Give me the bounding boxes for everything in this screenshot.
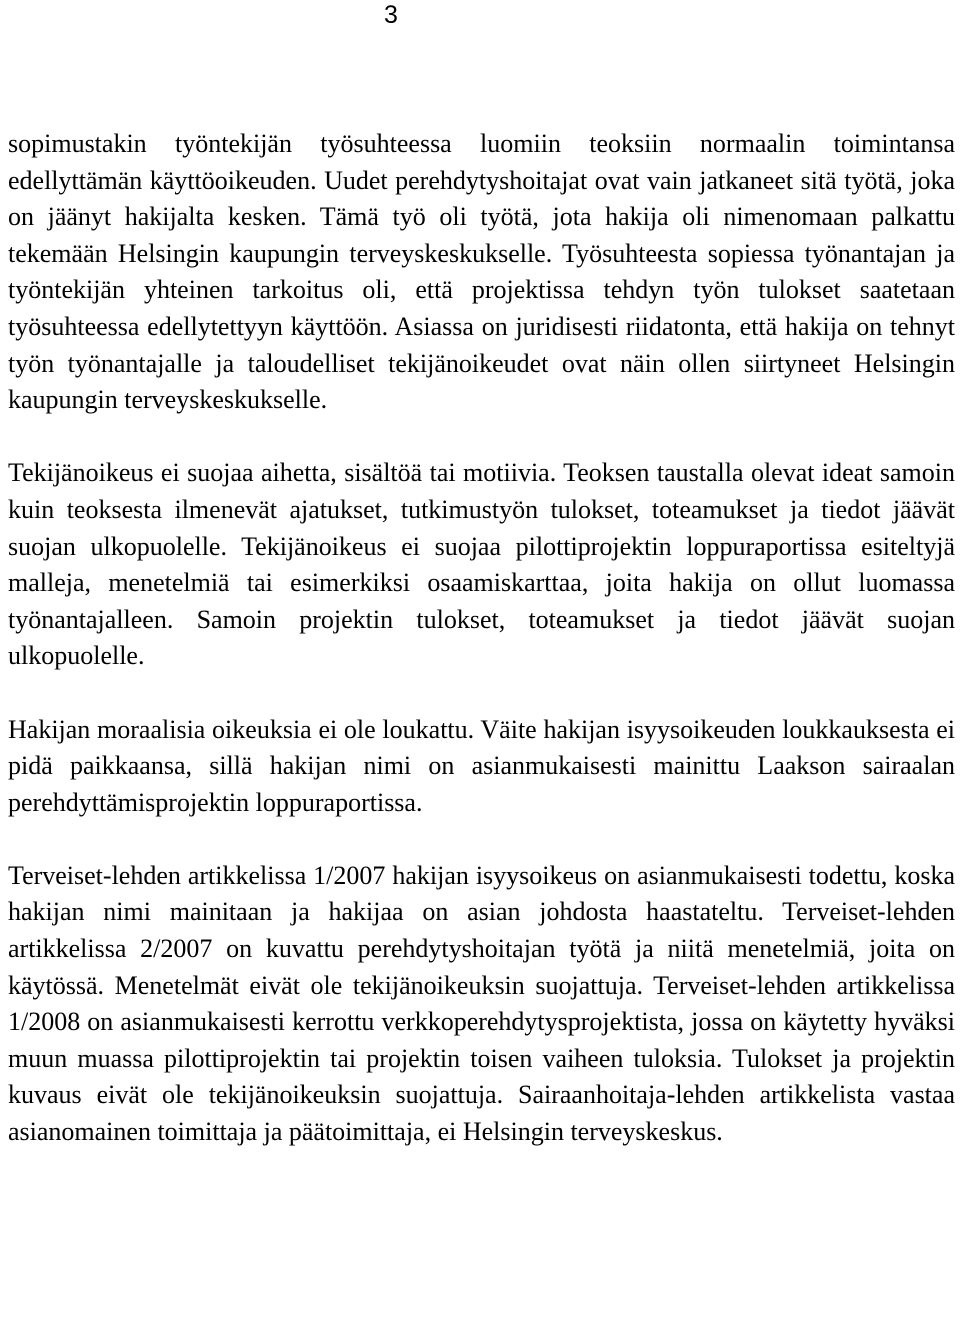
paragraph-moral-rights: Hakijan moraalisia oikeuksia ei ole loukattu. Väite hakijan isyysoikeuden loukkauksesta ei pidä paikkaansa, sillä hakijan nimi on asianmukaisesti mainittu Laakson sairaalan perehdyttämisprojektin loppuraportissa. (8, 714, 955, 817)
body-text (8, 126, 955, 1151)
paragraph-articles: Terveiset-lehden artikkelissa 1/2007 hakijan isyysoikeus on asianmukaisesti todettu, koska hakijan nimi mainitaan ja hakijaa on asian johdosta haastateltu. Terveiset-lehden artikkelissa 2/2007 on kuvattu perehdytyshoitajan työtä ja niitä menetelmiä, joita on käytössä. Menetelmät eivät ole tekijänoikeuksin suojattuja. Terveiset-lehden artikkelissa 1/2008 on asianmukaisesti kerrottu verkkoperehdytysprojektista, jossa on käytetty hyväksi muun muassa pilottiprojektin tai projektin toisen vaiheen tuloksia. Tulokset ja projektin kuvaus eivät ole tekijänoikeuksin suojattuja. Sairaanhoitaja-lehden artikkelista vastaa asianomainen toimittaja ja päätoimittaja, ei Helsingin terveyskeskus. (8, 860, 955, 1147)
page-number: 3 (384, 1, 398, 29)
paragraph-copyright-scope: Tekijänoikeus ei suojaa aihetta, sisältöä tai motiivia. Teoksen taustalla olevat ideat samoin kuin teoksesta ilmenevät ajatukset, tutkimustyön tulokset, toteamukset ja tiedot jäävät suojan ulkopuolelle. Tekijänoikeus ei suojaa pilottiprojektin loppuraportissa esiteltyjä malleja, menetelmiä tai esimerkiksi osaamiskarttaa, joita hakija on ollut luomassa työnantajalleen. Samoin projektin tulokset, toteamukset ja tiedot jäävät suojan ulkopuolelle. (8, 458, 955, 671)
paragraph-employment-rights: sopimustakin työntekijän työsuhteessa luomiin teoksiin normaalin toimintansa edellyttämän käyttöoikeuden. Uudet perehdytyshoitajat ovat vain jatkaneet sitä työtä, joka on jäänyt hakijalta kesken. Tämä työ oli työtä, jota hakija oli nimenomaan palkattu tekemään Helsingin kaupungin terveyskeskukselle. Työsuhteesta sopiessa työnantajan ja työntekijän yhteinen tarkoitus oli, että projektissa tehdyn työn tulokset saatetaan työsuhteessa edellytettyyn käyttöön. Asiassa on juridisesti riidatonta, että hakija on tehnyt työn työnantajalle ja taloudelliset tekijänoikeudet ovat näin ollen siirtyneet Helsingin kaupungin terveyskeskukselle. (8, 129, 955, 415)
